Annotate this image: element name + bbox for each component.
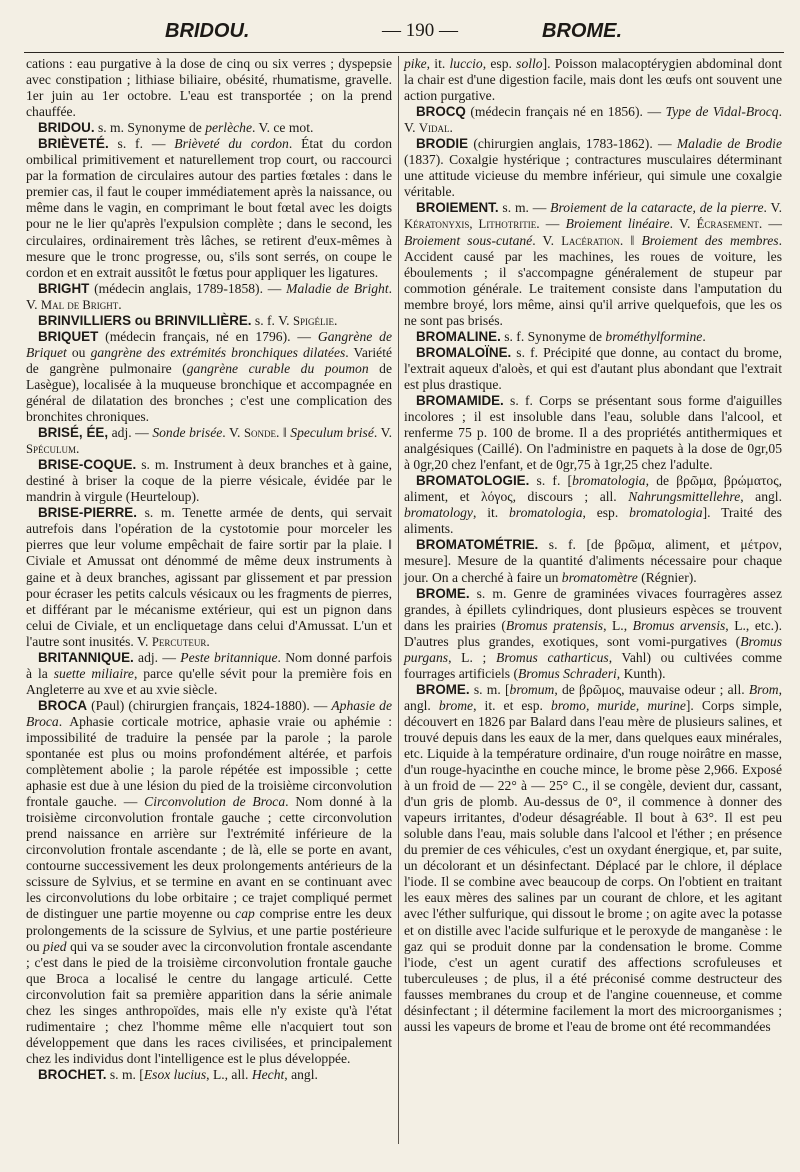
headword: BROMAMIDE. [416,392,504,408]
definition-text: . V. ce mot. [251,120,314,136]
italic-text: gangrène curable du poumon [186,360,369,376]
definition-text: . Variété de gangrène pulmonaire ( [26,344,393,376]
dictionary-entry [26,650,392,698]
definition-text: . Nom donné parfois à la [26,649,392,681]
italic-text: bromatomètre [561,569,638,585]
italic-text: cap [235,906,255,922]
italic-text: Bromus arvensis [632,617,726,633]
italic-text: sollo [516,56,543,71]
definition-text: . Aphasie corticale motrice, aphasie vraie ou aphémie : impossibilité de traduire la pensée par la parole ; la parole spontanée est plus ou moins profondément altérée, et parfois complètement abolie ; la parole répétée est impossible ; cette aphasie est due à une lésion du pied de la troisième circonvolution frontale gauche. — [26,713,392,810]
definition-text: s. f. Corps se présentant sous forme d'aiguilles incolores ; il est insoluble dans l'eau, soluble dans l'alcool, et renferme 75 p. 100 de brome. Il a des propriétés antithermiques et analgésiques (Caillé). On l'administre en paquets à la dose de 0gr,05 à 0gr,20 chez l'enfant, et de 0gr,75 à 1gr,25 chez l'adulte. [404,392,782,473]
definition-text: s. m. Synonyme de [94,120,206,136]
italic-text: perlèche [205,120,252,136]
italic-text: bromatologia [629,505,703,521]
definition-text: s. f. V. [251,312,293,328]
italic-text: Hecht [251,1066,285,1082]
definition-text: . V. [532,232,562,248]
cross-reference: Vidal [418,121,450,136]
cross-reference: Sonde [243,426,276,441]
italic-text: luccio [449,56,483,71]
definition-text: s. m. [ [106,1066,144,1082]
definition-text: , L., [603,617,633,633]
definition-text: . [449,120,453,136]
definition-text: ]. Corps simple, découvert en 1826 par Balard dans l'eau mère de plusieurs salines, et trouvé depuis dans les eaux de la mer, dans quelques eaux minérales, etc. Liquide à la température ordinaire, d'un rouge noirâtre en masse, d'un rouge-hyacinthe en couche mince, le brome pèse 2,966. Exposé à un froid de — 22° à — 25° C., il se congèle, devient dur, cassant, d'un gris de plomb. Au-dessus de 0°, il commence à donner des vapeurs irritantes, d'odeur désagréable. Il bout à 63°. Il est peu soluble dans l'eau, mais soluble dans l'alcool et l'éther ; en présence du premier de ces véhicules, c'est un oxydant énergique, et, par suite, un décolorant et un désinfectant. Déplacé par le chlore, il déplace l'iode. Il se combine avec beaucoup de corps. On l'obtient en traitant les eaux mères des salines par un courant de chlore, et les agitant avec l'éther sulfurique, qui dissout le brome ; on agite avec la potasse et on distille avec l'acide sulfurique et le peroxyde de manganèse : le gaz qui se produit donne par la condensation le brome. Comme l'iode, c'est un agent curatif des affections scrofuleuses et tuberculeuses ; de plus, il a été préconisé comme destructeur des fausses membranes du croup et de l'angine couenneuse, et comme désinfectant ; il détermine facilement la mort des microorganismes ; aussi les vapeurs de brome et l'eau de brome ont été recommandées [404,697,782,1034]
cross-reference: Spéculum [26,442,77,457]
italic-text: Nahrungsmittellehre [628,489,741,505]
definition-text: . — [758,216,783,232]
cross-reference: Spigélie [292,313,334,328]
cross-reference: Percuteur [151,634,207,649]
headword: BRISE-COQUE. [38,457,137,473]
cross-reference: Mal de Bright [40,297,119,312]
italic-text: Aphasie de Broca [26,697,392,729]
dictionary-entry [26,425,392,457]
definition-text: , it. [472,505,509,521]
cross-reference: Écrasement [696,217,759,232]
dictionary-entry [404,393,782,473]
definition-text: (Paul) (chirurgien français, 1824-1880). — [87,697,332,713]
headword: BROMATOMÉTRIE. [416,537,539,553]
headword: BRINVILLIERS ou BRINVILLIÈRE. [38,312,252,328]
definition-text: , Vahl) ou cultivées comme fourrages artificiels ( [404,649,782,681]
italic-text: bromum [509,681,555,697]
headword: BROMALINE. [416,328,501,344]
headword: BRISÉ, ÉE, [38,425,109,441]
header-rule [24,52,784,53]
definition-text: , parce qu'elle sévit pour la première fois en Angleterre au xve et au xvie siècle. [26,665,392,697]
dictionary-entry [26,698,392,1067]
definition-text: s. f. Synonyme de [500,328,606,344]
definition-text: qui va se souder avec la circonvolution frontale ascendante ; c'est dans le pied de la troisième circonvolution frontale gauche que Broca a localisé le centre du langage articulé. Cette circonvolution fait sa première apparition dans la série animale chez les singes anthropoïdes, mais elle n'y existe qu'à l'état rudimentaire ; chez l'homme même elle n'acquiert tout son développement que dans les races civilisées, et principalement chez les individus dont l'intelligence est le plus développée. [26,938,393,1066]
definition-text: . Accident causé par les machines, les roues de voiture, les éboulements ; il s'accompagne généralement de stupeur par commotion générale. Le traitement consiste dans l'amputation du membre broyé, lors même, ainsi qu'il arrive quelquefois, que les os ne sont pas brisés. [404,232,782,328]
definition-text: . [76,441,80,457]
definition-text: s. m. — [498,200,551,216]
dictionary-entry [26,120,392,136]
definition-text: , L., all. [206,1066,252,1082]
italic-text: pike [404,56,427,71]
definition-text: . [702,328,706,344]
italic-text: gangrène des extrémités bronchiques dilatées [90,344,346,360]
definition-text: adj. — [133,649,181,665]
definition-text: ]. Poisson malacoptérygien abdominal dont la chair est d'une digestion facile, mais dont les œufs ont souvent une action purgative. [404,56,782,104]
dictionary-entry [404,473,782,537]
definition-text: , de βρῶμα, βρώματος, aliment, et λόγος, discours ; all. [404,473,783,505]
dictionary-entry [404,136,782,200]
italic-text: Broiement sous-cutané [404,232,533,248]
definition-text: s. m. [ [469,681,510,697]
italic-text: Maladie de Bright [286,280,389,296]
dictionary-entry [26,505,392,649]
definition-text: , it. et esp. [473,697,551,713]
definition-text: ]. Traité des aliments. [404,505,782,537]
definition-text: (1837). Coxalgie hystérique ; contractures musculaires déterminant une attitude vicieuse du membre inférieur, qui simule une coxalgie véritable. [404,152,782,200]
definition-text: . État du cordon ombilical primitivement et naturellement trop court, ou raccourci par la formation de circulaires autour des parties fœtales : dans le premier cas, il faut le couper immédiatement après la naissance, ou même dans le vagin, en comprimant le bout fœtal avec les doigts pour ne le lier qu'après l'expulsion complète ; dans le second, les circulaires, ordinairement très lâches, se retirent d'eux-mêmes à mesure que le tronc progresse, ou, s'ils sont serrés, on coupe le cordon et en extrait aussitôt le fœtus pour appliquer les ligatures. [26,136,392,280]
dictionary-entry [26,136,392,280]
definition-text: (médecin français, né en 1796). — [98,328,318,344]
definition-text: . V. [222,425,244,441]
definition-text: . Nom donné à la troisième circonvolution frontale gauche ; cette circonvolution prend naissance en arrière sur l'extrémité inférieure de la circonvolution frontale ascendante ; de là, elle se porte en avant, contourne successivement les deux prolongements antérieurs de la scissure de Sylvius, et se termine en avant en se continuant avec les circonvolutions du lobe orbitaire ; ce trajet compliqué permet de distinguer une partie moyenne ou [26,794,393,922]
dictionary-entry [26,457,392,505]
headword: BRIQUET [38,328,99,344]
headword: BRISE-PIERRE. [38,505,137,521]
definition-text: . — [536,216,566,232]
italic-text: Brom [748,681,779,697]
italic-text: Bromus catharticus [496,649,609,665]
headword: BROMATOLOGIE. [416,473,530,489]
definition-text: ou [66,344,91,360]
italic-text: Bromus pratensis [505,617,604,633]
headword: BROME. [416,681,470,697]
italic-text: Type de Vidal-Brocq [665,104,779,120]
definition-text: s. m. Instrument à deux branches et à gaine, destiné à briser la coque de la pierre vésicale, évidée par le mandrin à virgule (Heurteloup). [26,457,392,505]
definition-text: , L., etc.). D'autres plus grandes, exotiques, sont vomi-purgatives ( [404,617,783,649]
definition-text: . [118,296,122,312]
definition-text: (Régnier). [637,569,697,585]
headword: BRODIE [416,136,469,152]
headword: BROCQ [416,104,466,120]
dictionary-entry [404,345,782,393]
definition-text: . ‖ [619,232,642,248]
definition-text: . V. [26,280,393,312]
italic-text: Gangrène de Briquet [26,328,392,360]
italic-text: Circonvolution de Broca [144,794,286,810]
italic-text: Broiement des membres [641,232,779,248]
italic-text: bromo, muride, murine [550,697,686,713]
definition-text: (chirurgien anglais, 1783-1862). — [468,136,677,152]
italic-text: Bromus Schraderi [517,665,617,681]
continued-text [26,56,392,120]
italic-text: pied [43,938,67,954]
definition-text: , esp. [482,56,517,71]
definition-text: (médecin français né en 1856). — [465,104,666,120]
definition-text: s. m. Genre de graminées vivaces fourragères assez grandes, à épillets cylindriques, dont plusieurs espèces se trouvent dans les prairies ( [404,585,782,633]
column-divider [398,56,399,1144]
definition-text: adj. — [108,425,153,441]
headword: BROIEMENT. [416,200,499,216]
dictionary-entry [404,682,782,1035]
definition-text: . V. [404,104,782,136]
italic-text: Maladie de Brodie [676,136,782,152]
italic-text: bromatologia [572,473,646,489]
italic-text: Broiement linéaire [565,216,670,232]
definition-text: comprise entre les deux prolongements de la scissure de Sylvius, et une partie postérieure ou [26,906,392,954]
headword: BROCA [38,697,88,713]
headword: BROCHET. [38,1066,107,1082]
headword: BRIDOU. [38,120,95,136]
definition-text: , angl. [404,681,782,713]
italic-text: Speculum brisé [290,425,374,441]
left-column [26,56,392,1083]
page-number: — 190 — [382,20,458,41]
definition-text: s. f. Précipité que donne, au contact du brome, l'extrait aqueux d'aloès, et qui est d'autant plus abondant que l'extrait est plus drastique. [404,344,782,392]
headword: BRITANNIQUE. [38,649,134,665]
definition-text: s. f. — [108,136,175,152]
definition-text: , it. [426,56,450,71]
italic-text: brome [438,697,474,713]
italic-text: Bromus purgans [404,633,782,665]
definition-text: , angl. [284,1066,318,1082]
italic-text: Peste britannique [180,649,278,665]
definition-text: , de βρῶμος, mauvaise odeur ; all. [554,681,749,697]
italic-text: Sonde brisée [152,425,223,441]
italic-text: bromatology [404,505,473,521]
definition-text: . [206,633,210,649]
definition-text: (médecin anglais, 1789-1858). — [89,280,287,296]
definition-text: , esp. [582,505,630,521]
cross-reference: Lacération [561,233,620,248]
right-column [404,56,782,1035]
dictionary-entry [404,200,782,328]
definition-text: s. f. [de βρῶμα, aliment, et μέτρον, mesure]. Mesure de la quantité d'aliments nécessaire pour chaque jour. On a cherché à faire un [404,537,782,585]
definition-text: , L. ; [448,649,497,665]
definition-text: de Lasègue), localisée à la muqueuse bronchique et accompagnée en général de dilatation des bronches ; c'est une complication des bronchites chroniques. [26,360,392,425]
definition-text: . [333,312,338,328]
italic-text: Broiement de la cataracte, de la pierre [550,200,764,216]
headword: BROMALOÏNE. [416,344,512,360]
italic-text: bromatologia [508,505,583,521]
definition-text: . V. [373,425,393,441]
headword: BRIÈVETÉ. [38,136,109,152]
italic-text: Brièveté du cordon [174,136,289,152]
continued-text [404,56,782,104]
dictionary-entry [26,1067,392,1083]
definition-text: . V. [763,200,782,216]
dictionary-entry [26,281,392,313]
dictionary-entry [26,329,392,425]
headword: BRIGHT [38,280,90,296]
definition-text: . V. [669,216,697,232]
definition-text: . ‖ [276,425,291,441]
headword: BROME. [416,585,470,601]
dictionary-entry [404,329,782,345]
header-left-word: BRIDOU. [165,20,250,42]
definition-text: s. f. [ [529,473,573,489]
dictionary-entry [404,586,782,682]
definition-text: , angl. [740,489,782,505]
definition-text: , Kunth). [616,665,666,681]
cross-reference: Kératonyxis, Lithotritie [404,217,537,232]
definition-text: cations : eau purgative à la dose de cinq ou six verres ; dyspepsie avec constipation ; lithiase biliaire, obésité, rhumatisme, gravelle. 1er juin au 1er octobre. L'eau est transportée ; on la prend chauffée. [26,56,392,120]
italic-text: brométhylformine [605,328,703,344]
dictionary-entry [404,104,782,136]
header-right-word: BROME. [542,20,622,42]
dictionary-entry [26,313,392,329]
dictionary-entry [404,537,782,585]
running-header [28,16,782,44]
italic-text: suette miliaire [53,665,134,681]
definition-text: s. m. Tenette armée de dents, qui servait autrefois dans l'opération de la cystotomie pour morceler les pierres que leur volume empêchait de faire sortir par la plaie. ‖ Civiale et Amussat ont dénommé de même deux instruments à gaine et à deux branches, agissant par glissement et par pression pour écraser les petits calculs vésicaux ou les fragments de pierres, et différant par le mécanisme extérieur, qui est un pignon dans celui de Civiale, et un encliquetage dans celui d'Amussat. L'un et l'autre sont inusités. V. [26,505,392,649]
italic-text: Esox lucius [143,1066,207,1082]
